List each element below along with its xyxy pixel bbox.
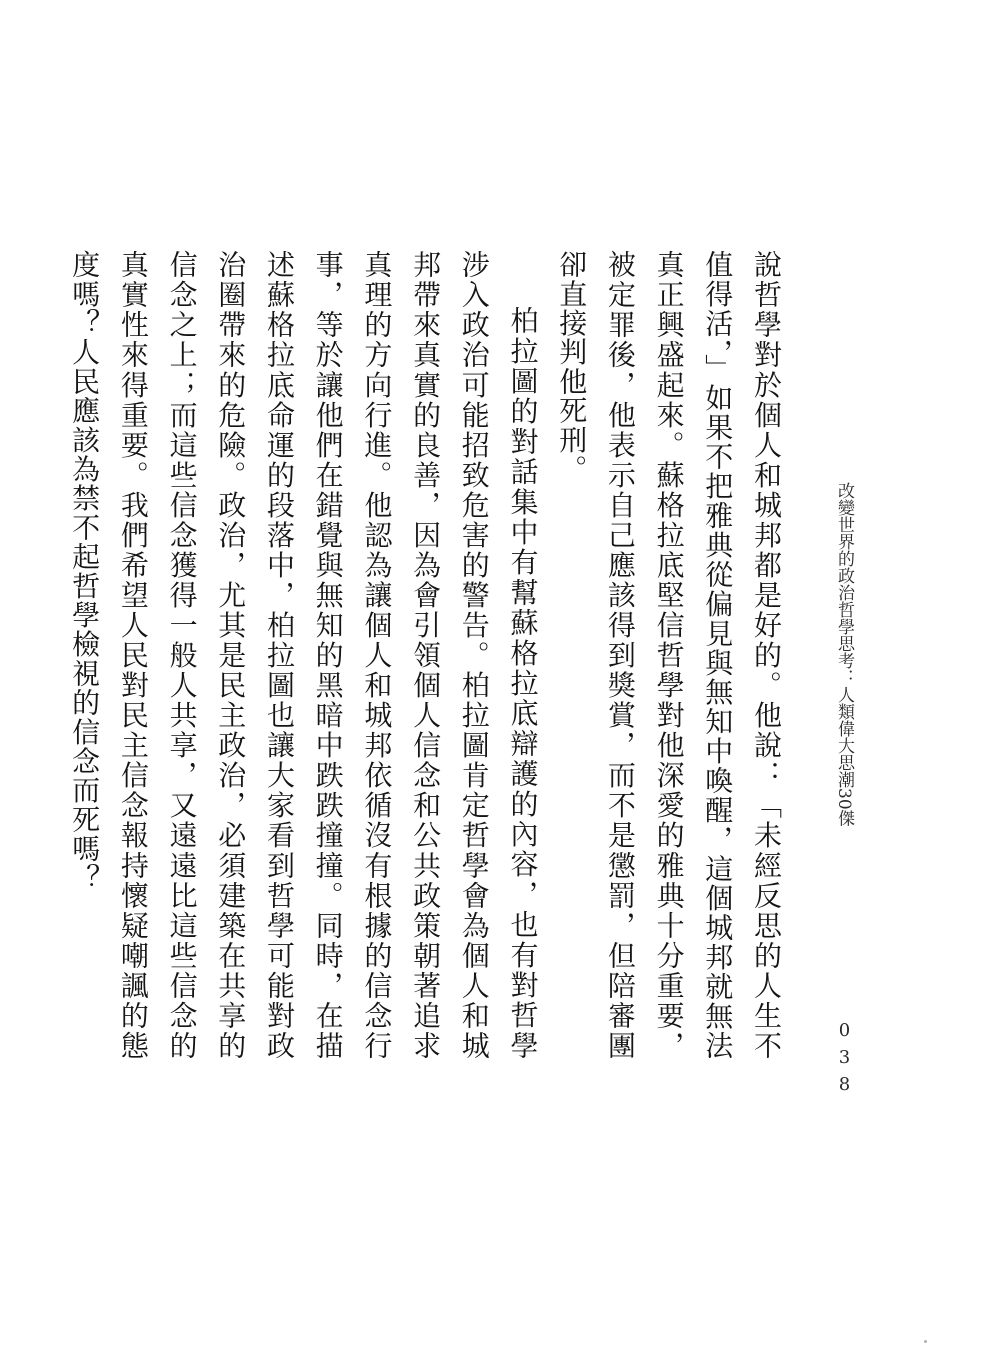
running-header (828, 482, 860, 1101)
paragraph-continued: 說哲學對於個人和城邦都是好的。他說：「未經反思的人生不值得活，」如果不把雅典從偏見與無知中喚醒，這個城邦就無法真正興盛起來。蘇格拉底堅信哲學對他深愛的雅典十分重要，被定罪後，他表示自己應該得到獎賞，而不是懲罰，但陪審團卻直接判他死刑。 (555, 250, 783, 1060)
page-number: 038 (834, 1020, 855, 1101)
body-text (68, 250, 790, 1060)
scan-speck (924, 1340, 927, 1343)
paragraph-plato: 柏拉圖的對話集中有幫蘇格拉底辯護的內容，也有對哲學涉入政治可能招致危害的警告。柏拉圖肯定哲學會為個人和城邦帶來真實的良善，因為會引領個人信念和公共政策朝著追求真理的方向行進。他認為讓個人和城邦依循沒有根據的信念行事，等於讓他們在錯覺與無知的黑暗中跌跌撞撞。同時，在描述蘇格拉底命運的段落中，柏拉圖也讓大家看到哲學可能對政治圈帶來的危險。政治，尤其是民主政治，必須建築在共享的信念之上；而這些信念獲得一般人共享，又遠遠比這些信念的真實性來得重要。我們希望人民對民主信念報持懷疑嘲諷的態度嗎？人民應該為禁不起哲學檢視的信念而死嗎？ (68, 250, 540, 1060)
book-title: 改變世界的政治哲學思考：人類偉大思潮30傑 (834, 482, 854, 827)
